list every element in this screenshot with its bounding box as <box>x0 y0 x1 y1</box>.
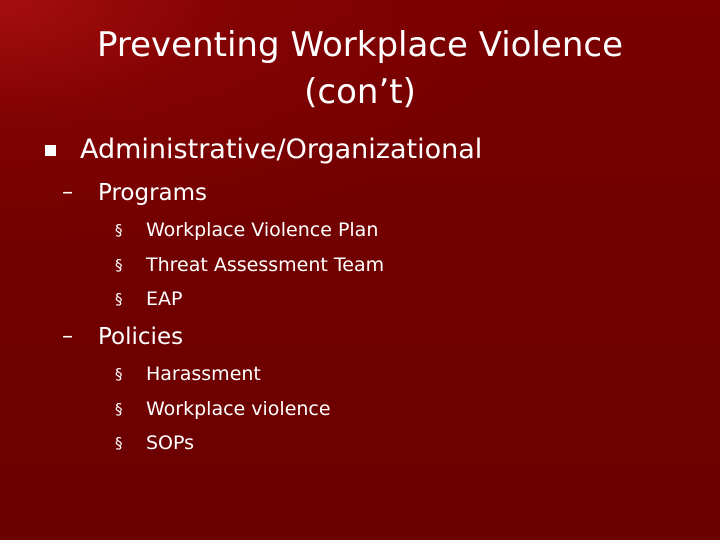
section-bullet-icon: § <box>115 365 123 383</box>
section-bullet-icon: § <box>115 256 123 274</box>
list-item-text: Threat Assessment Team <box>146 254 385 276</box>
section-bullet-icon: § <box>115 290 123 308</box>
section-bullet-icon: § <box>115 221 123 239</box>
title-line-2: (con’t) <box>304 72 416 112</box>
slide-title <box>60 22 660 116</box>
list-item-text: SOPs <box>146 432 195 454</box>
list-item-text: Harassment <box>146 363 261 385</box>
list-item-text: Workplace violence <box>146 398 331 420</box>
dash-bullet-icon: – <box>62 324 73 349</box>
section-bullet-icon: § <box>115 400 123 418</box>
title-line-1: Preventing Workplace Violence <box>96 25 624 65</box>
bullet-heading-text: Administrative/Organizational <box>80 134 483 165</box>
section-bullet-icon: § <box>115 434 123 452</box>
subheading-text: Programs <box>98 180 208 206</box>
dash-bullet-icon: – <box>62 180 73 205</box>
list-item-text: EAP <box>146 288 183 310</box>
square-bullet-icon <box>45 145 56 156</box>
subheading-text: Policies <box>98 324 184 350</box>
list-item-text: Workplace Violence Plan <box>146 219 379 241</box>
